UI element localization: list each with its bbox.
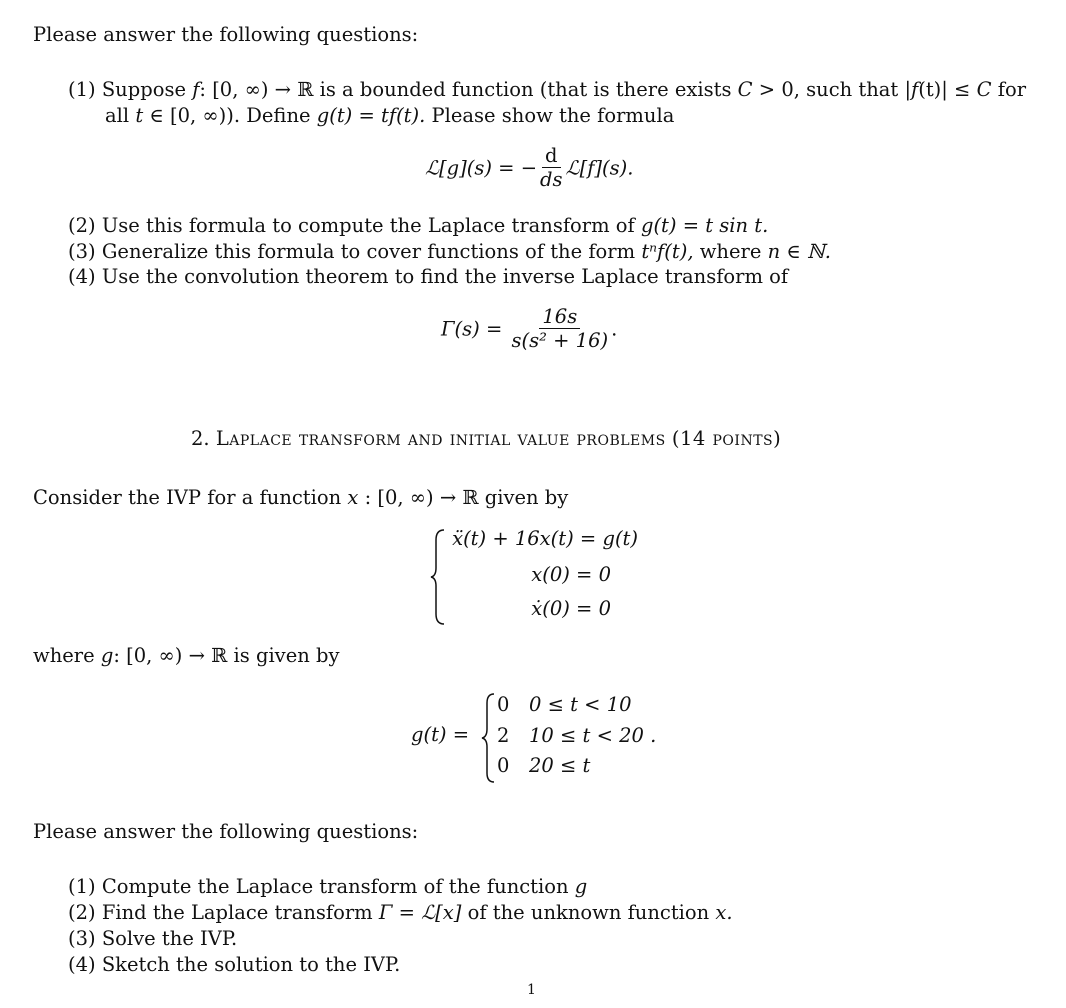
gamma-formula: Γ(s) = $\frac{16s}{\text{s(s² + 16)}}$ . bbox=[441, 305, 618, 353]
s2-question-1: (1) Compute the Laplace transform of the function g bbox=[68, 875, 588, 898]
question-1-line-1: (1) Suppose f: [0, ∞) → ℝ is a bounded function (that is there exists C > 0, such that |f(t)| ≤ C for bbox=[68, 78, 1027, 101]
question-3: (3) Generalize this formula to cover functions of the form tⁿf(t), where n ∈ ℕ. bbox=[68, 240, 832, 263]
ivp-equation-1: ẍ(t) + 16x(t) = g(t) bbox=[452, 527, 638, 550]
consider-text: Consider the IVP for a function x : [0, ∞) → ℝ given by bbox=[33, 486, 569, 509]
ivp-equation-3: ẋ(0) = 0 bbox=[531, 597, 611, 620]
case-row: 0 20 ≤ t bbox=[497, 754, 591, 777]
case-row: 0 0 ≤ t < 10 bbox=[497, 693, 632, 716]
intro-text-2: Please answer the following questions: bbox=[33, 820, 419, 843]
s2-question-4: (4) Sketch the solution to the IVP. bbox=[68, 953, 401, 976]
question-number: (1) bbox=[68, 875, 96, 898]
question-1-line-2: all t ∈ [0, ∞)). Define g(t) = tf(t). Please show the formula bbox=[105, 104, 675, 127]
question-number: (4) bbox=[68, 953, 96, 976]
question-number: (1) bbox=[68, 78, 96, 101]
intro-text: Please answer the following questions: bbox=[33, 23, 419, 46]
question-number: (3) bbox=[68, 240, 96, 263]
s2-question-2: (2) Find the Laplace transform Γ = ℒ[x] of the unknown function x. bbox=[68, 901, 733, 924]
question-number: (4) bbox=[68, 265, 96, 288]
question-number: (3) bbox=[68, 927, 96, 950]
piecewise-lhs: g(t) = bbox=[411, 723, 470, 746]
question-number: (2) bbox=[68, 214, 96, 237]
derivative-formula: ℒ[g](s) = − $\frac{d}{ds}$ ℒ[f](s). bbox=[425, 144, 634, 192]
left-brace-icon bbox=[430, 528, 448, 626]
page-number: 1 bbox=[527, 982, 536, 998]
left-brace-icon bbox=[481, 692, 497, 784]
s2-question-3: (3) Solve the IVP. bbox=[68, 927, 238, 950]
question-2: (2) Use this formula to compute the Laplace transform of g(t) = t sin t. bbox=[68, 214, 769, 237]
section-2-heading: 2. Laplace transform and initial value problems (14 points) bbox=[191, 427, 782, 450]
question-4: (4) Use the convolution theorem to find the inverse Laplace transform of bbox=[68, 265, 789, 288]
case-row: 2 10 ≤ t < 20 . bbox=[497, 724, 657, 747]
question-number: (2) bbox=[68, 901, 96, 924]
ivp-equation-2: x(0) = 0 bbox=[531, 563, 611, 586]
where-text: where g: [0, ∞) → ℝ is given by bbox=[33, 644, 340, 667]
